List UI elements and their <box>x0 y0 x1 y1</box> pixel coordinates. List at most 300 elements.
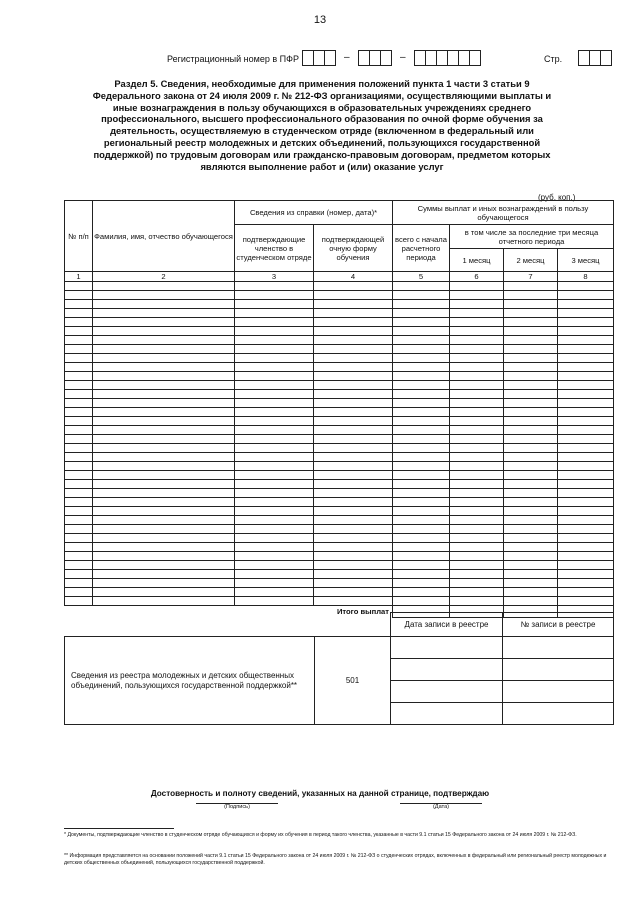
table-cell[interactable] <box>450 570 504 579</box>
table-cell[interactable] <box>235 381 314 390</box>
table-cell[interactable] <box>558 516 614 525</box>
table-cell[interactable] <box>504 570 558 579</box>
table-cell[interactable] <box>65 453 93 462</box>
table-cell[interactable] <box>504 480 558 489</box>
table-cell[interactable] <box>504 408 558 417</box>
table-cell[interactable] <box>235 516 314 525</box>
table-cell[interactable] <box>504 282 558 291</box>
table-cell[interactable] <box>450 435 504 444</box>
table-cell[interactable] <box>93 588 235 597</box>
table-cell[interactable] <box>450 336 504 345</box>
table-cell[interactable] <box>393 372 450 381</box>
table-cell[interactable] <box>93 552 235 561</box>
table-cell[interactable] <box>235 345 314 354</box>
table-cell[interactable] <box>450 363 504 372</box>
table-cell[interactable] <box>314 399 393 408</box>
table-cell[interactable] <box>393 489 450 498</box>
table-cell[interactable] <box>314 489 393 498</box>
table-cell[interactable] <box>314 381 393 390</box>
table-cell[interactable] <box>314 597 393 606</box>
table-cell[interactable] <box>558 579 614 588</box>
table-cell[interactable] <box>235 480 314 489</box>
table-cell[interactable] <box>65 561 93 570</box>
table-cell[interactable] <box>393 480 450 489</box>
table-cell[interactable] <box>450 282 504 291</box>
table-cell[interactable] <box>558 300 614 309</box>
page-number-cells[interactable] <box>578 50 611 66</box>
table-cell[interactable] <box>558 291 614 300</box>
table-cell[interactable] <box>93 336 235 345</box>
table-cell[interactable] <box>235 309 314 318</box>
table-cell[interactable] <box>93 354 235 363</box>
table-cell[interactable] <box>558 354 614 363</box>
table-cell[interactable] <box>235 552 314 561</box>
table-cell[interactable] <box>450 345 504 354</box>
table-cell[interactable] <box>558 525 614 534</box>
table-cell[interactable] <box>504 417 558 426</box>
table-cell[interactable] <box>450 498 504 507</box>
table-cell[interactable] <box>314 354 393 363</box>
reg-number-part3[interactable] <box>414 50 480 66</box>
table-cell[interactable] <box>393 282 450 291</box>
table-cell[interactable] <box>65 579 93 588</box>
table-cell[interactable] <box>314 516 393 525</box>
table-cell[interactable] <box>450 354 504 363</box>
registry-date-cell[interactable] <box>391 681 503 703</box>
table-cell[interactable] <box>314 534 393 543</box>
table-cell[interactable] <box>450 327 504 336</box>
table-cell[interactable] <box>65 471 93 480</box>
table-cell[interactable] <box>65 597 93 606</box>
table-cell[interactable] <box>450 462 504 471</box>
table-cell[interactable] <box>65 507 93 516</box>
table-cell[interactable] <box>235 462 314 471</box>
table-cell[interactable] <box>558 462 614 471</box>
table-cell[interactable] <box>65 408 93 417</box>
table-cell[interactable] <box>450 426 504 435</box>
table-cell[interactable] <box>558 282 614 291</box>
table-cell[interactable] <box>393 534 450 543</box>
table-cell[interactable] <box>450 408 504 417</box>
table-cell[interactable] <box>65 525 93 534</box>
table-cell[interactable] <box>235 561 314 570</box>
table-cell[interactable] <box>504 327 558 336</box>
table-cell[interactable] <box>93 471 235 480</box>
table-cell[interactable] <box>235 363 314 372</box>
table-cell[interactable] <box>504 336 558 345</box>
table-cell[interactable] <box>93 426 235 435</box>
table-cell[interactable] <box>235 408 314 417</box>
table-cell[interactable] <box>558 309 614 318</box>
table-cell[interactable] <box>314 426 393 435</box>
table-cell[interactable] <box>93 489 235 498</box>
table-cell[interactable] <box>450 300 504 309</box>
table-cell[interactable] <box>235 291 314 300</box>
table-cell[interactable] <box>235 453 314 462</box>
table-cell[interactable] <box>65 336 93 345</box>
table-cell[interactable] <box>393 516 450 525</box>
table-cell[interactable] <box>93 417 235 426</box>
table-cell[interactable] <box>393 408 450 417</box>
table-cell[interactable] <box>558 363 614 372</box>
table-cell[interactable] <box>450 588 504 597</box>
table-cell[interactable] <box>393 444 450 453</box>
table-cell[interactable] <box>65 516 93 525</box>
table-cell[interactable] <box>393 345 450 354</box>
table-cell[interactable] <box>314 309 393 318</box>
registry-number-cell[interactable] <box>503 659 614 681</box>
table-cell[interactable] <box>93 390 235 399</box>
table-cell[interactable] <box>65 327 93 336</box>
table-cell[interactable] <box>393 291 450 300</box>
table-cell[interactable] <box>393 381 450 390</box>
table-cell[interactable] <box>450 309 504 318</box>
table-cell[interactable] <box>314 579 393 588</box>
table-cell[interactable] <box>65 381 93 390</box>
table-cell[interactable] <box>558 372 614 381</box>
table-cell[interactable] <box>393 363 450 372</box>
table-cell[interactable] <box>450 561 504 570</box>
table-cell[interactable] <box>314 291 393 300</box>
table-cell[interactable] <box>65 372 93 381</box>
table-cell[interactable] <box>558 597 614 606</box>
table-cell[interactable] <box>504 354 558 363</box>
table-cell[interactable] <box>558 480 614 489</box>
reg-number-part2[interactable] <box>358 50 391 66</box>
table-cell[interactable] <box>504 390 558 399</box>
table-cell[interactable] <box>504 579 558 588</box>
table-cell[interactable] <box>450 597 504 606</box>
table-cell[interactable] <box>314 588 393 597</box>
table-cell[interactable] <box>314 372 393 381</box>
table-cell[interactable] <box>65 363 93 372</box>
table-cell[interactable] <box>450 489 504 498</box>
table-cell[interactable] <box>93 291 235 300</box>
table-cell[interactable] <box>235 588 314 597</box>
table-cell[interactable] <box>504 309 558 318</box>
table-cell[interactable] <box>93 309 235 318</box>
table-cell[interactable] <box>314 462 393 471</box>
table-cell[interactable] <box>450 390 504 399</box>
table-cell[interactable] <box>558 570 614 579</box>
table-cell[interactable] <box>393 588 450 597</box>
table-cell[interactable] <box>93 381 235 390</box>
table-cell[interactable] <box>314 408 393 417</box>
table-cell[interactable] <box>450 579 504 588</box>
table-cell[interactable] <box>93 480 235 489</box>
table-cell[interactable] <box>235 444 314 453</box>
table-cell[interactable] <box>558 399 614 408</box>
table-cell[interactable] <box>65 282 93 291</box>
table-cell[interactable] <box>558 390 614 399</box>
table-cell[interactable] <box>314 327 393 336</box>
table-cell[interactable] <box>65 318 93 327</box>
table-cell[interactable] <box>93 561 235 570</box>
table-cell[interactable] <box>558 336 614 345</box>
table-cell[interactable] <box>65 462 93 471</box>
table-cell[interactable] <box>558 552 614 561</box>
table-cell[interactable] <box>504 498 558 507</box>
table-cell[interactable] <box>504 426 558 435</box>
table-cell[interactable] <box>504 516 558 525</box>
table-cell[interactable] <box>393 570 450 579</box>
table-cell[interactable] <box>558 507 614 516</box>
table-cell[interactable] <box>235 597 314 606</box>
table-cell[interactable] <box>235 489 314 498</box>
table-cell[interactable] <box>65 390 93 399</box>
table-cell[interactable] <box>504 507 558 516</box>
registry-date-cell[interactable] <box>391 703 503 725</box>
table-cell[interactable] <box>393 417 450 426</box>
reg-number-part1[interactable] <box>302 50 335 66</box>
table-cell[interactable] <box>450 453 504 462</box>
table-cell[interactable] <box>65 552 93 561</box>
table-cell[interactable] <box>235 399 314 408</box>
table-cell[interactable] <box>450 534 504 543</box>
table-cell[interactable] <box>93 300 235 309</box>
table-cell[interactable] <box>393 543 450 552</box>
table-cell[interactable] <box>450 507 504 516</box>
table-cell[interactable] <box>558 417 614 426</box>
table-cell[interactable] <box>450 552 504 561</box>
table-cell[interactable] <box>504 462 558 471</box>
table-cell[interactable] <box>314 561 393 570</box>
table-cell[interactable] <box>393 318 450 327</box>
table-cell[interactable] <box>504 597 558 606</box>
table-cell[interactable] <box>393 507 450 516</box>
table-cell[interactable] <box>65 570 93 579</box>
table-cell[interactable] <box>450 480 504 489</box>
table-cell[interactable] <box>93 543 235 552</box>
table-cell[interactable] <box>93 399 235 408</box>
table-cell[interactable] <box>93 408 235 417</box>
table-cell[interactable] <box>65 480 93 489</box>
table-cell[interactable] <box>314 471 393 480</box>
table-cell[interactable] <box>235 579 314 588</box>
table-cell[interactable] <box>314 543 393 552</box>
registry-date-cell[interactable] <box>391 659 503 681</box>
table-cell[interactable] <box>235 417 314 426</box>
table-cell[interactable] <box>235 570 314 579</box>
table-cell[interactable] <box>93 579 235 588</box>
table-cell[interactable] <box>558 426 614 435</box>
table-cell[interactable] <box>504 543 558 552</box>
table-cell[interactable] <box>65 300 93 309</box>
table-cell[interactable] <box>558 471 614 480</box>
registry-number-cell[interactable] <box>503 637 614 659</box>
table-cell[interactable] <box>314 498 393 507</box>
table-cell[interactable] <box>558 561 614 570</box>
table-cell[interactable] <box>93 363 235 372</box>
table-cell[interactable] <box>235 435 314 444</box>
table-cell[interactable] <box>504 525 558 534</box>
table-cell[interactable] <box>65 345 93 354</box>
table-cell[interactable] <box>314 390 393 399</box>
table-cell[interactable] <box>93 570 235 579</box>
table-cell[interactable] <box>558 444 614 453</box>
table-cell[interactable] <box>393 426 450 435</box>
table-cell[interactable] <box>393 462 450 471</box>
registry-number-cell[interactable] <box>503 703 614 725</box>
table-cell[interactable] <box>393 354 450 363</box>
table-cell[interactable] <box>235 525 314 534</box>
table-cell[interactable] <box>393 300 450 309</box>
table-cell[interactable] <box>314 282 393 291</box>
table-cell[interactable] <box>450 318 504 327</box>
table-cell[interactable] <box>558 534 614 543</box>
table-cell[interactable] <box>65 489 93 498</box>
table-cell[interactable] <box>393 453 450 462</box>
table-cell[interactable] <box>558 381 614 390</box>
table-cell[interactable] <box>235 318 314 327</box>
table-cell[interactable] <box>235 543 314 552</box>
table-cell[interactable] <box>314 507 393 516</box>
registry-date-cell[interactable] <box>391 637 503 659</box>
table-cell[interactable] <box>65 426 93 435</box>
table-cell[interactable] <box>504 363 558 372</box>
table-cell[interactable] <box>393 327 450 336</box>
table-cell[interactable] <box>235 354 314 363</box>
table-cell[interactable] <box>314 552 393 561</box>
table-cell[interactable] <box>65 543 93 552</box>
table-cell[interactable] <box>235 372 314 381</box>
table-cell[interactable] <box>558 498 614 507</box>
table-cell[interactable] <box>235 300 314 309</box>
table-cell[interactable] <box>314 345 393 354</box>
table-cell[interactable] <box>450 399 504 408</box>
table-cell[interactable] <box>558 318 614 327</box>
table-cell[interactable] <box>314 525 393 534</box>
table-cell[interactable] <box>65 399 93 408</box>
table-cell[interactable] <box>235 390 314 399</box>
table-cell[interactable] <box>93 516 235 525</box>
table-cell[interactable] <box>65 417 93 426</box>
table-cell[interactable] <box>504 381 558 390</box>
table-cell[interactable] <box>558 588 614 597</box>
table-cell[interactable] <box>393 309 450 318</box>
table-cell[interactable] <box>450 516 504 525</box>
table-cell[interactable] <box>393 552 450 561</box>
table-cell[interactable] <box>393 498 450 507</box>
table-cell[interactable] <box>450 381 504 390</box>
table-cell[interactable] <box>235 507 314 516</box>
table-cell[interactable] <box>504 372 558 381</box>
table-cell[interactable] <box>65 309 93 318</box>
table-cell[interactable] <box>558 327 614 336</box>
table-cell[interactable] <box>450 444 504 453</box>
table-cell[interactable] <box>314 417 393 426</box>
table-cell[interactable] <box>450 417 504 426</box>
table-cell[interactable] <box>93 597 235 606</box>
table-cell[interactable] <box>504 471 558 480</box>
table-cell[interactable] <box>393 336 450 345</box>
table-cell[interactable] <box>393 471 450 480</box>
table-cell[interactable] <box>314 300 393 309</box>
table-cell[interactable] <box>314 336 393 345</box>
table-cell[interactable] <box>314 480 393 489</box>
table-cell[interactable] <box>393 561 450 570</box>
table-cell[interactable] <box>504 345 558 354</box>
table-cell[interactable] <box>450 525 504 534</box>
table-cell[interactable] <box>450 372 504 381</box>
table-cell[interactable] <box>235 471 314 480</box>
table-cell[interactable] <box>450 291 504 300</box>
table-cell[interactable] <box>314 453 393 462</box>
table-cell[interactable] <box>235 534 314 543</box>
table-cell[interactable] <box>393 525 450 534</box>
table-cell[interactable] <box>93 507 235 516</box>
table-cell[interactable] <box>93 525 235 534</box>
table-cell[interactable] <box>504 399 558 408</box>
table-cell[interactable] <box>504 453 558 462</box>
table-cell[interactable] <box>558 453 614 462</box>
table-cell[interactable] <box>504 318 558 327</box>
table-cell[interactable] <box>393 390 450 399</box>
table-cell[interactable] <box>314 444 393 453</box>
table-cell[interactable] <box>558 543 614 552</box>
table-cell[interactable] <box>235 336 314 345</box>
table-cell[interactable] <box>235 426 314 435</box>
table-cell[interactable] <box>558 408 614 417</box>
table-cell[interactable] <box>393 597 450 606</box>
table-cell[interactable] <box>504 534 558 543</box>
table-cell[interactable] <box>93 282 235 291</box>
table-cell[interactable] <box>504 561 558 570</box>
table-cell[interactable] <box>393 579 450 588</box>
registry-number-cell[interactable] <box>503 681 614 703</box>
table-cell[interactable] <box>314 318 393 327</box>
table-cell[interactable] <box>504 552 558 561</box>
table-cell[interactable] <box>93 372 235 381</box>
table-cell[interactable] <box>393 399 450 408</box>
table-cell[interactable] <box>65 498 93 507</box>
table-cell[interactable] <box>314 363 393 372</box>
table-cell[interactable] <box>558 345 614 354</box>
table-cell[interactable] <box>93 327 235 336</box>
table-cell[interactable] <box>93 498 235 507</box>
table-cell[interactable] <box>235 327 314 336</box>
table-cell[interactable] <box>93 435 235 444</box>
table-cell[interactable] <box>93 534 235 543</box>
table-cell[interactable] <box>65 291 93 300</box>
table-cell[interactable] <box>314 570 393 579</box>
table-cell[interactable] <box>65 534 93 543</box>
table-cell[interactable] <box>65 354 93 363</box>
table-cell[interactable] <box>93 318 235 327</box>
table-cell[interactable] <box>93 453 235 462</box>
table-cell[interactable] <box>558 489 614 498</box>
table-cell[interactable] <box>235 498 314 507</box>
table-cell[interactable] <box>450 471 504 480</box>
table-cell[interactable] <box>450 543 504 552</box>
table-cell[interactable] <box>65 444 93 453</box>
table-cell[interactable] <box>93 444 235 453</box>
table-cell[interactable] <box>504 444 558 453</box>
table-cell[interactable] <box>504 300 558 309</box>
table-cell[interactable] <box>65 435 93 444</box>
table-cell[interactable] <box>65 588 93 597</box>
table-cell[interactable] <box>504 291 558 300</box>
table-cell[interactable] <box>558 435 614 444</box>
table-cell[interactable] <box>504 489 558 498</box>
table-cell[interactable] <box>235 282 314 291</box>
table-cell[interactable] <box>393 435 450 444</box>
table-cell[interactable] <box>314 435 393 444</box>
table-cell[interactable] <box>93 462 235 471</box>
table-cell[interactable] <box>504 435 558 444</box>
table-cell[interactable] <box>504 588 558 597</box>
table-cell[interactable] <box>93 345 235 354</box>
